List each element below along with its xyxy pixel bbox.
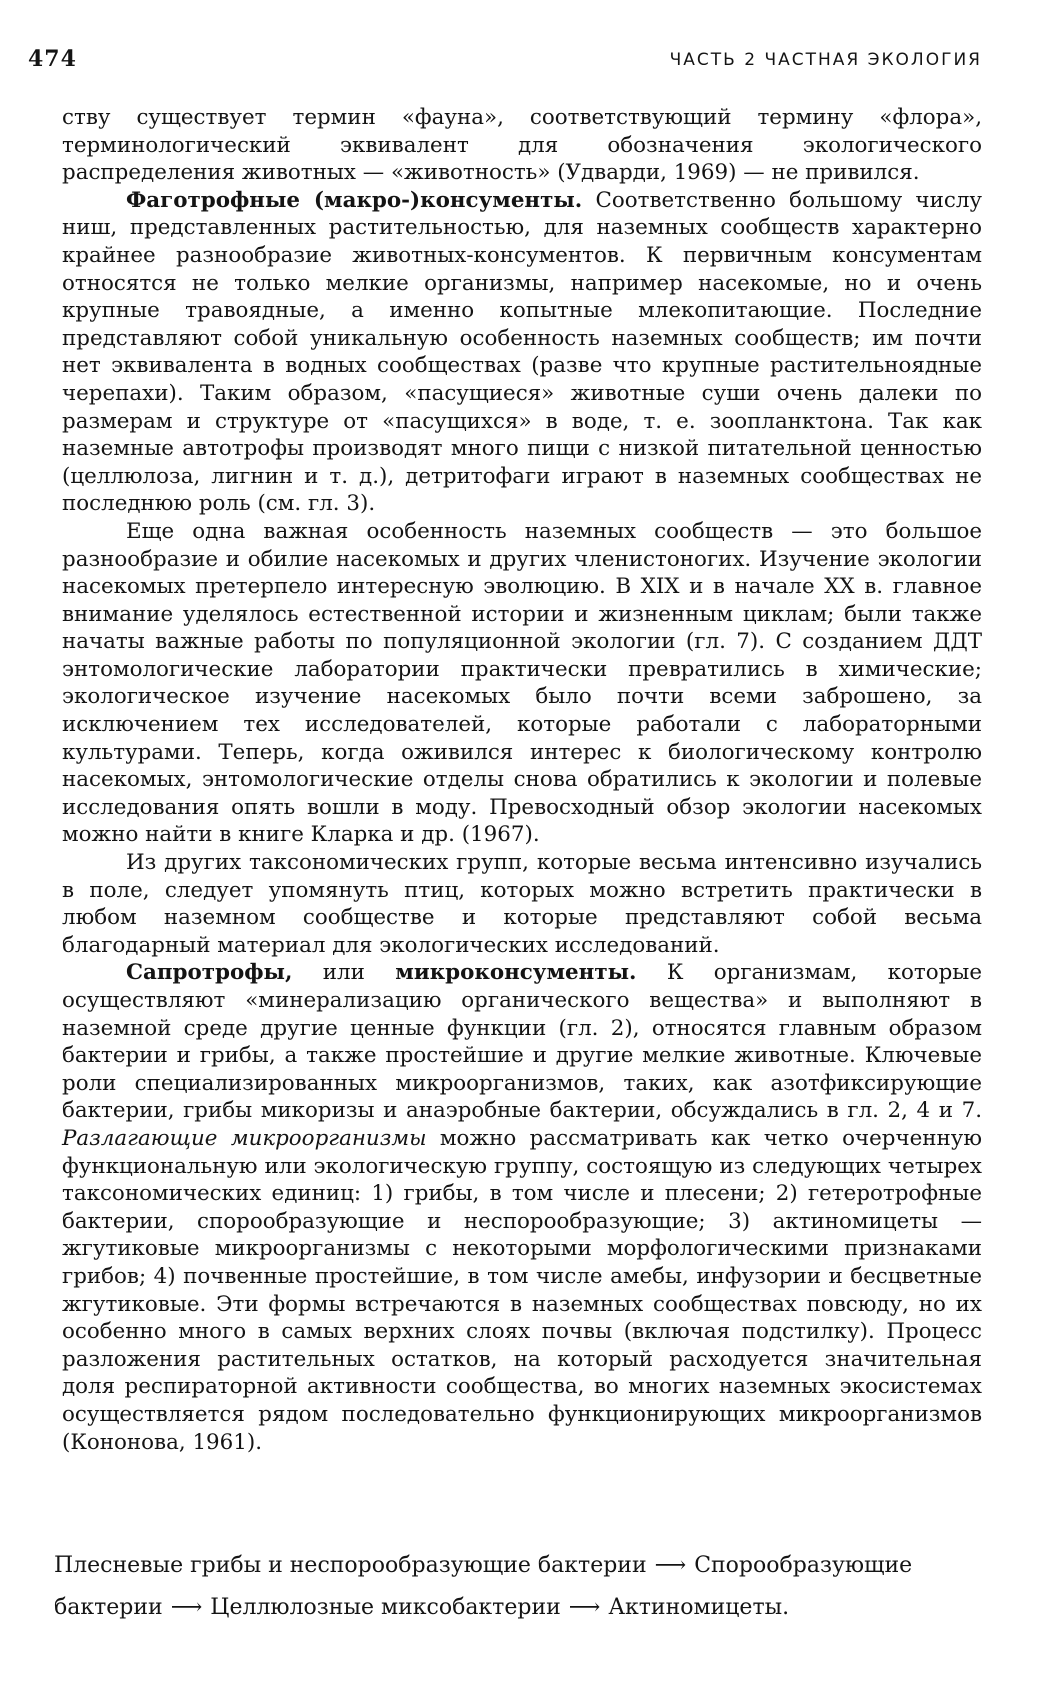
paragraph-heading: микроконсументы. — [395, 960, 637, 986]
scheme-stage: бактерии — [54, 1595, 163, 1620]
paragraph — [62, 518, 982, 849]
running-head: ЧАСТЬ 2 ЧАСТНАЯ ЭКОЛОГИЯ — [669, 50, 982, 70]
paragraph-heading: Сапротрофы, — [126, 960, 293, 986]
scheme-stage: Спорообразующие — [694, 1553, 913, 1578]
paragraph — [62, 849, 982, 959]
italic-term: Разлагающие микроорганизмы — [62, 1125, 427, 1151]
paragraph-text: Из других таксономических групп, которые весьма интенсивно изучались в поле, следует упомянуть птиц, которых можно встретить практически в любом наземном сообществе и которые представляют собой весьма благодарный материал для экологических исследований. — [62, 850, 982, 958]
paragraph-text: К организмам, которые осуществляют «минерализацию органического вещества» и выполняют в наземной среде другие ценные функции (гл. 2), относятся главным образом бактерии и грибы, а также простейшие и другие мелкие животные. Ключевые роли специализированных микроорганизмов, таких, как азотфиксирующие бактерии, грибы микоризы и анаэробные бактерии, обсуждались в гл. 2, 4 и 7. — [62, 960, 982, 1124]
paragraph — [62, 959, 982, 1456]
paragraph — [62, 187, 982, 518]
paragraph — [62, 104, 982, 187]
paragraph-text: Еще одна важная особенность наземных сообществ — это большое разнообразие и обилие насекомых и других членистоногих. Изучение экологии насекомых претерпело интересную эволюцию. В XIX и в начале XX в. главное внимание уделялось естественной истории и жизненным циклам; были также начаты важные работы по популяционной экологии (гл. 7). С созданием ДДТ энтомологические лаборатории практически превратились в химические; экологическое изучение насекомых было почти всеми заброшено, за исключением тех исследователей, которые работали с лабораторными культурами. Теперь, когда оживился интерес к биологическому контролю насекомых, энтомологические отделы снова обратились к экологии и полевые исследования опять вошли в моду. Превосходный обзор экологии насекомых можно найти в книге Кларка и др. (1967). — [62, 518, 982, 848]
arrow-right-icon: ⟶ — [170, 1595, 203, 1620]
succession-scheme — [54, 1545, 994, 1629]
body-text — [62, 104, 982, 1456]
arrow-right-icon: ⟶ — [568, 1595, 601, 1620]
scheme-stage: Актиномицеты. — [608, 1595, 790, 1620]
scheme-line — [54, 1587, 994, 1629]
paragraph-text: Соответственно большому числу ниш, представленных растительностью, для наземных сообществ характерно крайнее разнообразие животных-консументов. К первичным консументам относятся не только мелкие организмы, например насекомые, но и очень крупные травоядные, а именно копытные млекопитающие. Последние представляют собой уникальную особенность наземных сообществ; им почти нет эквивалента в водных сообществах (разве что крупные растительноядные черепахи). Таким образом, «пасущиеся» животные суши очень далеки по размерам и структуре от «пасущихся» в воде, т. е. зоопланктона. Так как наземные автотрофы производят много пищи с низкой питательной ценностью (целлюлоза, лигнин и т. д.), детритофаги играют в наземных сообществах не последнюю роль (см. гл. 3). — [62, 187, 982, 517]
paragraph-joiner: или — [292, 960, 396, 986]
page-number: 474 — [28, 46, 77, 72]
paragraph-text: можно рассматривать как четко очерченную функциональную или экологическую группу, состоящую из следующих четырех таксономических единиц: 1) грибы, в том числе и плесени; 2) гетеротрофные бактерии, спорообразующие и неспорообразующие; 3) актиномицеты — жгутиковые микроорганизмы с некоторыми морфологическими признаками грибов; 4) почвенные простейшие, в том числе амебы, инфузории и бесцветные жгутиковые. Эти формы встречаются в наземных сообществах повсюду, но их особенно много в самых верхних слоях почвы (включая подстилку). Процесс разложения растительных остатков, на который расходуется значительная доля респираторной активности сообщества, во многих наземных экосистемах осуществляется рядом последовательно функционирующих микроорганизмов (Кононова, 1961). — [62, 1125, 982, 1455]
scheme-stage: Целлюлозные миксобактерии — [210, 1595, 561, 1620]
scheme-line — [54, 1545, 994, 1587]
paragraph-text: ству существует термин «фауна», соответствующий термину «флора», терминологический эквивалент для обозначения экологического распределения животных — «животность» (Удварди, 1969) — не привился. — [62, 105, 982, 186]
arrow-right-icon: ⟶ — [654, 1553, 687, 1578]
scheme-stage: Плесневые грибы и неспорообразующие бактерии — [54, 1553, 647, 1578]
paragraph-heading: Фаготрофные (макро-)консументы. — [126, 187, 583, 213]
